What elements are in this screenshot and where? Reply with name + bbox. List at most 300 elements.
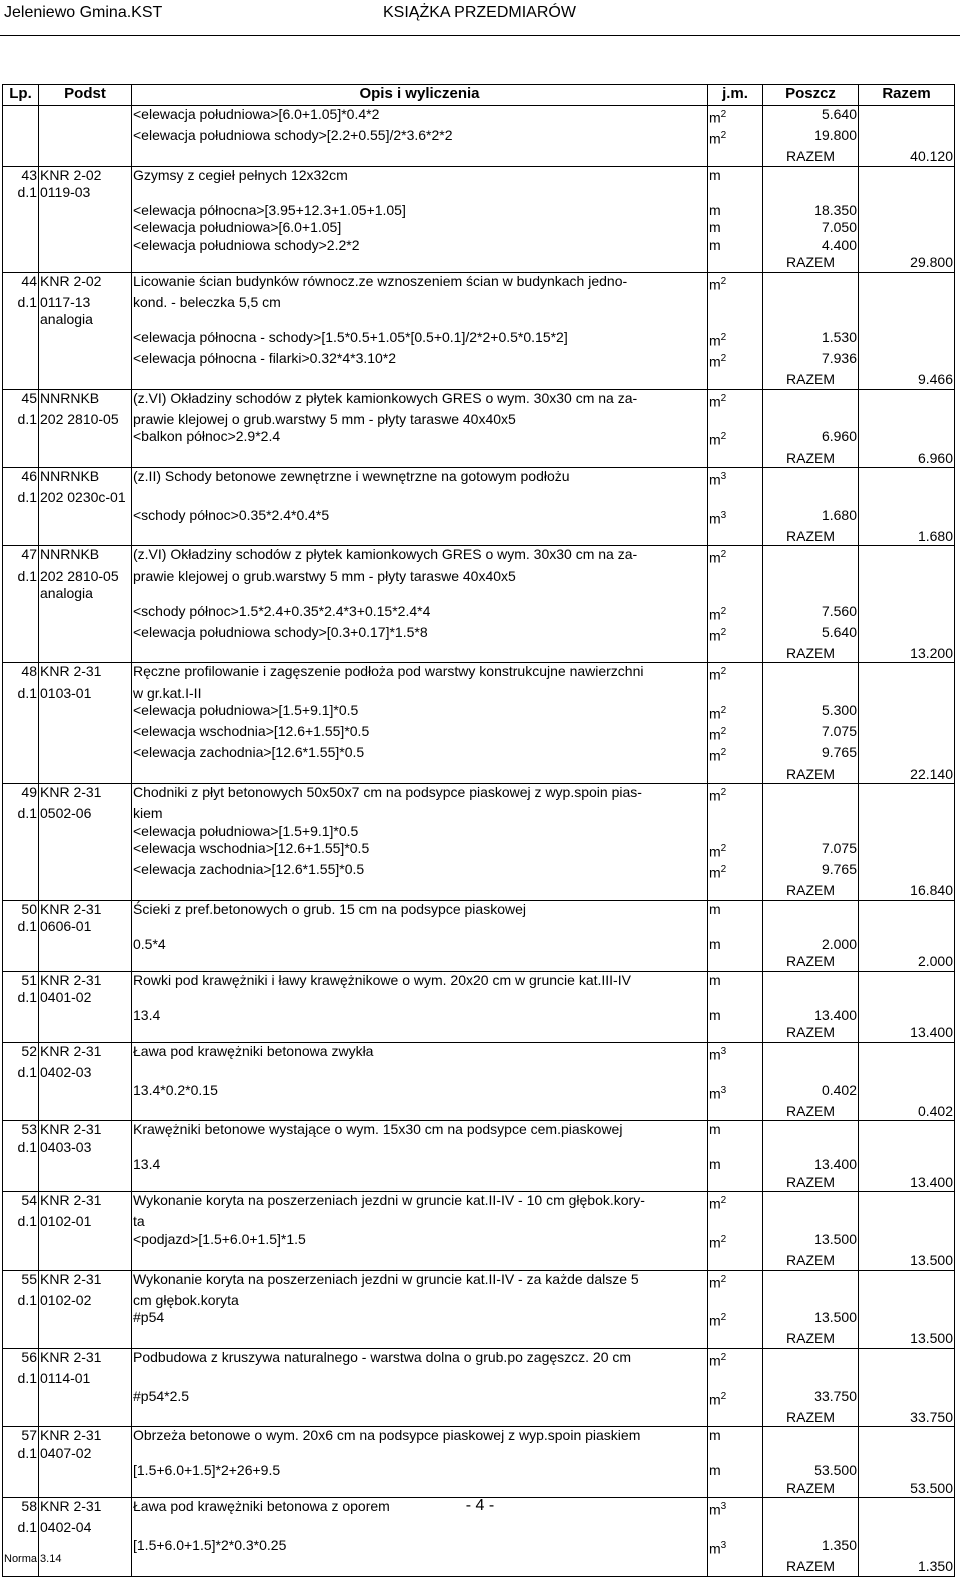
row-desc: [132, 254, 708, 272]
row-unit: $m^2$: [708, 663, 763, 685]
row-lp: 53: [3, 1121, 39, 1139]
row-podst: [39, 603, 132, 624]
row-razem: [859, 624, 955, 645]
row-podst: 0407-02: [39, 1445, 132, 1463]
table-row: [3, 1427, 955, 1445]
row-razem: [859, 971, 955, 989]
row-unit: m: [708, 166, 763, 184]
row-lp: [3, 1103, 39, 1121]
row-lp: 47: [3, 546, 39, 568]
row-podst: [39, 1409, 132, 1427]
row-poszcz: [763, 900, 859, 918]
row-unit: m: [708, 1462, 763, 1480]
row-poszcz: RAZEM: [763, 1409, 859, 1427]
row-poszcz: 1.680: [763, 507, 859, 528]
row-razem: [859, 489, 955, 507]
table-row-razem: [3, 882, 955, 900]
row-poszcz: [763, 784, 859, 806]
row-poszcz: [763, 1192, 859, 1214]
row-lp: [3, 507, 39, 528]
row-podst: KNR 2-31: [39, 663, 132, 685]
row-podst: analogia: [39, 311, 132, 329]
table-row: [3, 1537, 955, 1558]
row-desc: <podjazd>[1.5+6.0+1.5]*1.5: [132, 1231, 708, 1252]
row-razem: [859, 219, 955, 237]
row-unit: [708, 1103, 763, 1121]
row-podst: [39, 861, 132, 882]
row-podst: NNRNKB: [39, 468, 132, 490]
row-razem: [859, 1082, 955, 1103]
row-unit: [708, 1213, 763, 1231]
table-row: [3, 900, 955, 918]
estimate-table: [2, 84, 955, 1577]
row-razem: [859, 603, 955, 624]
row-podst: NNRNKB: [39, 389, 132, 411]
row-poszcz: [763, 166, 859, 184]
row-desc: [132, 1445, 708, 1463]
row-poszcz: RAZEM: [763, 450, 859, 468]
row-desc: prawie klejowej o grub.warstwy 5 mm - płyty taraswe 40x40x5: [132, 568, 708, 586]
row-desc: <elewacja północna>[3.95+12.3+1.05+1.05]: [132, 202, 708, 220]
row-razem: [859, 272, 955, 294]
row-unit: [708, 882, 763, 900]
row-podst: [39, 723, 132, 744]
row-unit: [708, 989, 763, 1007]
row-desc: [132, 1174, 708, 1192]
row-lp: [3, 823, 39, 841]
row-podst: [39, 1480, 132, 1498]
software-version: Norma 3.14: [4, 1553, 62, 1565]
row-podst: [39, 882, 132, 900]
row-poszcz: [763, 663, 859, 685]
row-razem: [859, 1537, 955, 1558]
row-poszcz: [763, 294, 859, 312]
row-desc: [132, 1330, 708, 1348]
row-razem: 29.800: [859, 254, 955, 272]
row-desc: <elewacja wschodnia>[12.6+1.55]*0.5: [132, 840, 708, 861]
row-unit: [708, 184, 763, 202]
row-razem: [859, 166, 955, 184]
row-desc: [132, 184, 708, 202]
row-poszcz: [763, 546, 859, 568]
row-lp: [3, 585, 39, 603]
row-lp: [3, 861, 39, 882]
row-poszcz: [763, 1292, 859, 1310]
row-podst: 0401-02: [39, 989, 132, 1007]
table-row: [3, 1231, 955, 1252]
row-poszcz: 7.075: [763, 723, 859, 744]
row-poszcz: [763, 1348, 859, 1370]
table-row: [3, 663, 955, 685]
row-razem: [859, 546, 955, 568]
row-desc: [132, 528, 708, 546]
table-row: [3, 411, 955, 429]
row-unit: m: [708, 1121, 763, 1139]
row-desc: <elewacja wschodnia>[12.6+1.55]*0.5: [132, 723, 708, 744]
row-unit: $m^2$: [708, 1309, 763, 1330]
row-podst: 202 2810-05: [39, 411, 132, 429]
row-unit: [708, 1409, 763, 1427]
row-desc: [132, 1519, 708, 1537]
row-poszcz: 7.560: [763, 603, 859, 624]
row-razem: [859, 294, 955, 312]
row-lp: [3, 350, 39, 371]
row-podst: analogia: [39, 585, 132, 603]
page-header: [0, 0, 960, 30]
row-podst: KNR 2-31: [39, 1042, 132, 1064]
row-lp: d.1: [3, 1519, 39, 1537]
row-lp: 52: [3, 1042, 39, 1064]
row-razem: [859, 723, 955, 744]
col-razem-header: Razem: [859, 85, 955, 106]
row-razem: 1.350: [859, 1558, 955, 1576]
row-poszcz: RAZEM: [763, 1558, 859, 1576]
row-desc: [132, 371, 708, 389]
row-unit: $m^2$: [708, 861, 763, 882]
table-row: [3, 1462, 955, 1480]
row-desc: [132, 918, 708, 936]
row-lp: d.1: [3, 294, 39, 312]
row-razem: [859, 1445, 955, 1463]
row-razem: [859, 784, 955, 806]
row-lp: 54: [3, 1192, 39, 1214]
row-unit: m: [708, 1156, 763, 1174]
table-row: [3, 1309, 955, 1330]
row-lp: [3, 766, 39, 784]
row-poszcz: [763, 1427, 859, 1445]
table-row: [3, 202, 955, 220]
row-lp: d.1: [3, 918, 39, 936]
row-unit: $m^2$: [708, 1231, 763, 1252]
table-row: [3, 805, 955, 823]
row-podst: [39, 936, 132, 954]
row-poszcz: RAZEM: [763, 254, 859, 272]
row-unit: m: [708, 971, 763, 989]
row-razem: [859, 840, 955, 861]
row-desc: <elewacja północna - schody>[1.5*0.5+1.05*[0.5+0.1]/2*2+0.5*0.15*2]: [132, 329, 708, 350]
row-unit: $m^2$: [708, 603, 763, 624]
row-podst: KNR 2-31: [39, 1348, 132, 1370]
row-poszcz: 9.765: [763, 861, 859, 882]
row-lp: d.1: [3, 411, 39, 429]
row-unit: [708, 1519, 763, 1537]
table-row: [3, 603, 955, 624]
row-podst: KNR 2-31: [39, 1270, 132, 1292]
row-unit: $m^2$: [708, 389, 763, 411]
row-poszcz: [763, 1121, 859, 1139]
row-poszcz: 0.402: [763, 1082, 859, 1103]
row-poszcz: [763, 823, 859, 841]
row-razem: [859, 1388, 955, 1409]
row-unit: [708, 148, 763, 166]
row-razem: [859, 127, 955, 148]
table-row: [3, 272, 955, 294]
row-unit: [708, 1139, 763, 1157]
row-poszcz: [763, 1064, 859, 1082]
row-podst: [39, 528, 132, 546]
row-podst: [39, 624, 132, 645]
table-row: [3, 546, 955, 568]
row-desc: #p54*2.5: [132, 1388, 708, 1409]
table-row-razem: [3, 1103, 955, 1121]
row-razem: [859, 936, 955, 954]
row-lp: [3, 1156, 39, 1174]
row-razem: [859, 1292, 955, 1310]
row-desc: kiem: [132, 805, 708, 823]
row-razem: [859, 585, 955, 603]
row-razem: [859, 1042, 955, 1064]
row-podst: KNR 2-31: [39, 900, 132, 918]
row-lp: [3, 1388, 39, 1409]
table-row: [3, 311, 955, 329]
row-desc: [132, 989, 708, 1007]
row-razem: [859, 1270, 955, 1292]
row-unit: [708, 294, 763, 312]
row-razem: [859, 507, 955, 528]
row-unit: [708, 450, 763, 468]
row-lp: [3, 1231, 39, 1252]
row-razem: [859, 1213, 955, 1231]
row-poszcz: 13.500: [763, 1231, 859, 1252]
row-lp: [3, 603, 39, 624]
table-row: [3, 294, 955, 312]
table-row: [3, 585, 955, 603]
row-podst: [39, 645, 132, 663]
row-podst: [39, 1024, 132, 1042]
row-razem: 13.500: [859, 1330, 955, 1348]
row-lp: [3, 1330, 39, 1348]
table-row: [3, 1121, 955, 1139]
row-desc: [132, 1252, 708, 1270]
row-lp: [3, 645, 39, 663]
row-lp: [3, 219, 39, 237]
row-lp: [3, 702, 39, 723]
row-desc: cm głębok.koryta: [132, 1292, 708, 1310]
row-lp: 46: [3, 468, 39, 490]
row-razem: [859, 1231, 955, 1252]
row-lp: [3, 1082, 39, 1103]
row-desc: [132, 585, 708, 603]
row-podst: KNR 2-02: [39, 166, 132, 184]
col-opis-header: Opis i wyliczenia: [132, 85, 708, 106]
table-row: [3, 685, 955, 703]
row-desc: Obrzeża betonowe o wym. 20x6 cm na podsypce piaskowej z wyp.spoin piaskiem: [132, 1427, 708, 1445]
row-unit: $m^2$: [708, 272, 763, 294]
table-row: [3, 1292, 955, 1310]
row-podst: [39, 507, 132, 528]
row-desc: kond. - beleczka 5,5 cm: [132, 294, 708, 312]
row-desc: 13.4: [132, 1007, 708, 1025]
row-podst: [39, 823, 132, 841]
row-podst: 0102-01: [39, 1213, 132, 1231]
table-row: [3, 1519, 955, 1537]
row-poszcz: RAZEM: [763, 1480, 859, 1498]
row-lp: d.1: [3, 1292, 39, 1310]
row-podst: [39, 744, 132, 765]
row-poszcz: RAZEM: [763, 528, 859, 546]
row-desc: <schody północ>0.35*2.4*0.4*5: [132, 507, 708, 528]
row-unit: [708, 1330, 763, 1348]
row-desc: [132, 1103, 708, 1121]
row-poszcz: 18.350: [763, 202, 859, 220]
table-row: [3, 1348, 955, 1370]
row-podst: [39, 702, 132, 723]
row-lp: [3, 1024, 39, 1042]
row-unit: $m^2$: [708, 546, 763, 568]
row-podst: 202 0230c-01: [39, 489, 132, 507]
table-row: [3, 219, 955, 237]
row-razem: [859, 237, 955, 255]
row-razem: [859, 823, 955, 841]
row-lp: 44: [3, 272, 39, 294]
row-desc: <elewacja południowa schody>2.2*2: [132, 237, 708, 255]
row-razem: [859, 1427, 955, 1445]
row-podst: [39, 1330, 132, 1348]
row-desc: 13.4*0.2*0.15: [132, 1082, 708, 1103]
project-name: Jeleniewo Gmina.KST: [4, 4, 163, 21]
row-desc: Ława pod krawężniki betonowa z oporem: [132, 1498, 708, 1520]
row-lp: 58: [3, 1498, 39, 1520]
row-razem: [859, 685, 955, 703]
table-row-razem: [3, 645, 955, 663]
table-header-row: [3, 85, 955, 106]
row-unit: [708, 1445, 763, 1463]
row-podst: 0119-03: [39, 184, 132, 202]
row-unit: $m^2$: [708, 350, 763, 371]
row-unit: [708, 311, 763, 329]
row-lp: d.1: [3, 685, 39, 703]
row-unit: $m^3$: [708, 468, 763, 490]
row-razem: 0.402: [859, 1103, 955, 1121]
row-desc: Licowanie ścian budynków równocz.ze wznoszeniem ścian w budynkach jedno-: [132, 272, 708, 294]
row-lp: [3, 840, 39, 861]
row-desc: Ścieki z pref.betonowych o grub. 15 cm na podsypce piaskowej: [132, 900, 708, 918]
table-row-razem: [3, 1024, 955, 1042]
row-podst: 0114-01: [39, 1370, 132, 1388]
row-lp: 48: [3, 663, 39, 685]
row-razem: [859, 350, 955, 371]
row-desc: Ręczne profilowanie i zagęszenie podłoża pod warstwy konstrukcujne nawierzchni: [132, 663, 708, 685]
row-poszcz: [763, 311, 859, 329]
table-row: [3, 237, 955, 255]
table-row: [3, 350, 955, 371]
row-desc: [132, 1024, 708, 1042]
row-desc: Gzymsy z cegieł pełnych 12x32cm: [132, 166, 708, 184]
row-unit: $m^2$: [708, 702, 763, 723]
row-lp: [3, 744, 39, 765]
row-podst: [39, 1007, 132, 1025]
row-desc: [132, 1409, 708, 1427]
row-razem: [859, 918, 955, 936]
table-row: [3, 1388, 955, 1409]
row-lp: [3, 1409, 39, 1427]
row-desc: <elewacja północna - filarki>0.32*4*3.10*2: [132, 350, 708, 371]
row-podst: [39, 148, 132, 166]
row-lp: 55: [3, 1270, 39, 1292]
row-razem: [859, 663, 955, 685]
row-podst: 0606-01: [39, 918, 132, 936]
row-lp: d.1: [3, 1445, 39, 1463]
table-row-razem: [3, 1409, 955, 1427]
row-lp: [3, 127, 39, 148]
col-lp-header: Lp.: [3, 85, 39, 106]
row-poszcz: RAZEM: [763, 1103, 859, 1121]
row-desc: w gr.kat.I-II: [132, 685, 708, 703]
row-poszcz: [763, 1445, 859, 1463]
row-desc: (z.II) Schody betonowe zewnętrzne i wewnętrzne na gotowym podłożu: [132, 468, 708, 490]
table-row-razem: [3, 148, 955, 166]
row-razem: [859, 329, 955, 350]
row-desc: <elewacja południowa>[6.0+1.05]: [132, 219, 708, 237]
row-desc: 0.5*4: [132, 936, 708, 954]
row-desc: <elewacja zachodnia>[12.6*1.55]*0.5: [132, 744, 708, 765]
row-poszcz: 13.500: [763, 1309, 859, 1330]
row-lp: [3, 1480, 39, 1498]
row-razem: [859, 861, 955, 882]
row-desc: [132, 953, 708, 971]
row-razem: 13.200: [859, 645, 955, 663]
table-row: [3, 1213, 955, 1231]
row-unit: [708, 1024, 763, 1042]
page-number: - 4 -: [465, 1497, 495, 1514]
row-desc: <elewacja zachodnia>[12.6*1.55]*0.5: [132, 861, 708, 882]
row-poszcz: RAZEM: [763, 766, 859, 784]
row-unit: m: [708, 237, 763, 255]
row-poszcz: [763, 971, 859, 989]
row-desc: <elewacja południowa>[6.0+1.05]*0.4*2: [132, 106, 708, 128]
row-poszcz: 13.400: [763, 1007, 859, 1025]
row-poszcz: [763, 1519, 859, 1537]
table-row: [3, 1007, 955, 1025]
row-poszcz: [763, 568, 859, 586]
row-podst: 202 2810-05: [39, 568, 132, 586]
row-poszcz: RAZEM: [763, 148, 859, 166]
row-poszcz: 13.400: [763, 1156, 859, 1174]
row-unit: [708, 489, 763, 507]
row-lp: d.1: [3, 1213, 39, 1231]
row-lp: [3, 1309, 39, 1330]
table-row: [3, 1370, 955, 1388]
row-podst: [39, 237, 132, 255]
row-desc: Rowki pod krawężniki i ławy krawężnikowe o wym. 20x20 cm w gruncie kat.III-IV: [132, 971, 708, 989]
row-lp: [3, 148, 39, 166]
row-poszcz: RAZEM: [763, 1174, 859, 1192]
row-unit: $m^2$: [708, 624, 763, 645]
table-row-razem: [3, 1480, 955, 1498]
row-poszcz: 5.300: [763, 702, 859, 723]
row-podst: 0102-02: [39, 1292, 132, 1310]
row-unit: $m^2$: [708, 106, 763, 128]
row-unit: [708, 585, 763, 603]
row-poszcz: RAZEM: [763, 645, 859, 663]
row-razem: 16.840: [859, 882, 955, 900]
row-lp: 57: [3, 1427, 39, 1445]
row-razem: [859, 1007, 955, 1025]
row-lp: [3, 202, 39, 220]
row-unit: $m^2$: [708, 127, 763, 148]
row-unit: [708, 254, 763, 272]
row-poszcz: [763, 411, 859, 429]
table-row-razem: [3, 1252, 955, 1270]
row-poszcz: [763, 1270, 859, 1292]
row-podst: KNR 2-02: [39, 272, 132, 294]
row-podst: 0117-13: [39, 294, 132, 312]
table-row-razem: [3, 953, 955, 971]
table-row: [3, 568, 955, 586]
row-unit: [708, 1174, 763, 1192]
row-desc: Podbudowa z kruszywa naturalnego - warstwa dolna o grub.po zagęszcz. 20 cm: [132, 1348, 708, 1370]
row-unit: [708, 685, 763, 703]
